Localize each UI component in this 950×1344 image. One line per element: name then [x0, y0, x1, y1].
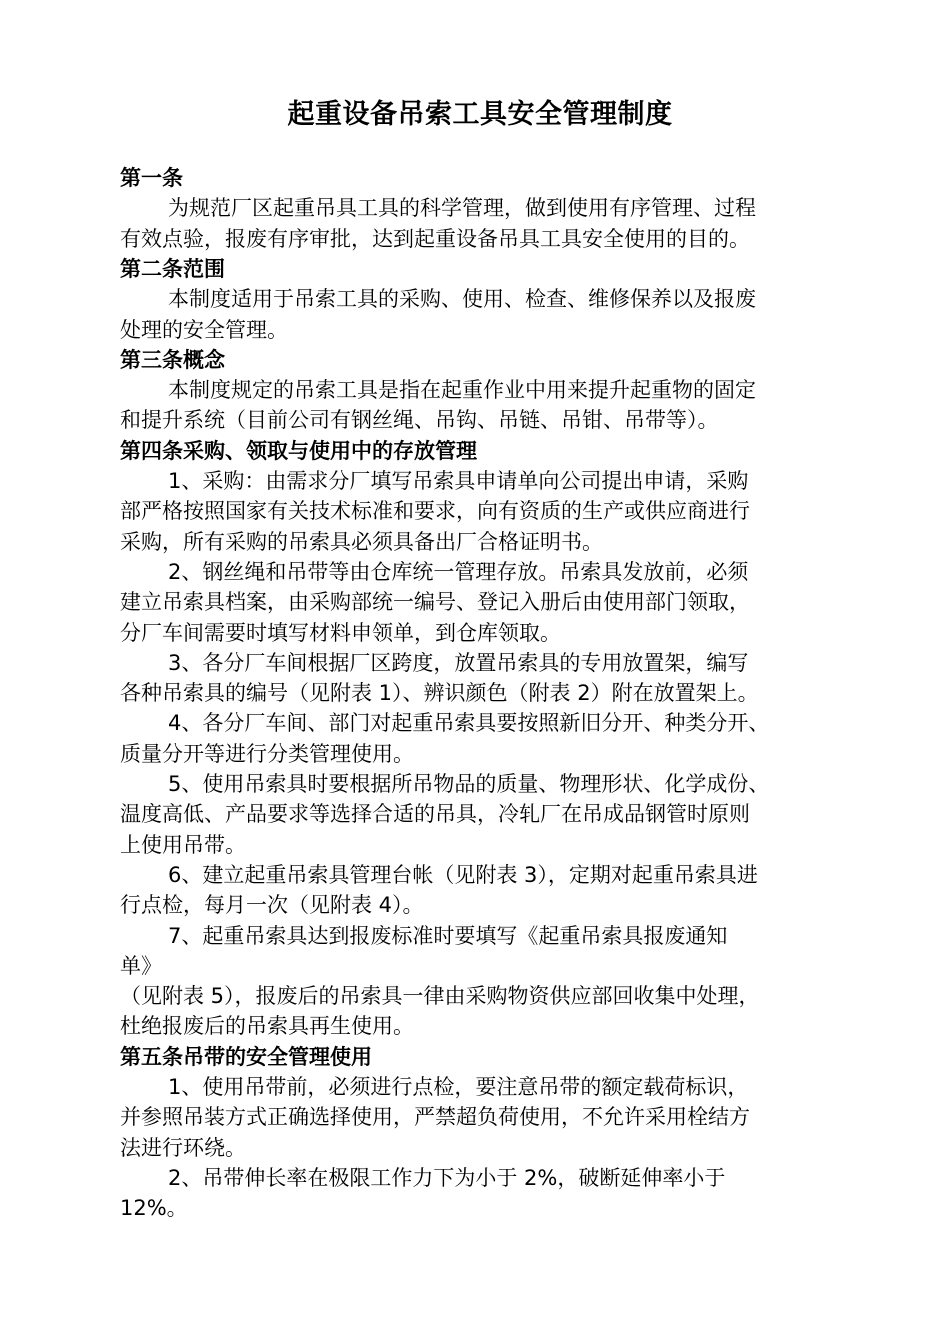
paragraph-line: 为规范厂区起重吊具工具的科学管理，做到使用有序管理、过程: [168, 196, 756, 221]
paragraph-line: 3、各分厂车间根据厂区跨度，放置吊索具的专用放置架，编写: [168, 650, 749, 675]
paragraph-line: 部严格按照国家有关技术标准和要求，向有资质的生产或供应商进行: [120, 499, 750, 524]
paragraph-line: 和提升系统（目前公司有钢丝绳、吊钩、吊链、吊钳、吊带等）。: [120, 408, 719, 433]
paragraph-line: 有效点验，报废有序审批，达到起重设备吊具工具安全使用的目的。: [120, 226, 750, 251]
paragraph-line: 6、建立起重吊索具管理台帐（见附表 3），定期对起重吊索具进: [168, 862, 758, 887]
paragraph-line: 法进行环绕。: [120, 1135, 246, 1160]
paragraph-line: 处理的安全管理。: [120, 317, 288, 342]
paragraph-line: 2、钢丝绳和吊带等由仓库统一管理存放。吊索具发放前，必须: [168, 559, 749, 584]
paragraph-line: 温度高低、产品要求等选择合适的吊具，冷轧厂在吊成品钢管时原则: [120, 802, 750, 827]
paragraph-line: 本制度规定的吊索工具是指在起重作业中用来提升起重物的固定: [168, 378, 756, 403]
paragraph-line: 行点检，每月一次（见附表 4）。: [120, 893, 424, 918]
paragraph-line: 各种吊索具的编号（见附表 1）、辨识颜色（附表 2）附在放置架上。: [120, 681, 759, 706]
paragraph-line: 并参照吊装方式正确选择使用，严禁超负荷使用，不允许采用栓结方: [120, 1105, 750, 1130]
section-heading: 第二条范围: [120, 256, 225, 281]
section-heading: 第四条采购、领取与使用中的存放管理: [120, 438, 477, 463]
paragraph-line: 上使用吊带。: [120, 832, 246, 857]
paragraph-line: 本制度适用于吊索工具的采购、使用、检查、维修保养以及报废: [168, 287, 756, 312]
paragraph-line: 1、采购：由需求分厂填写吊索具申请单向公司提出申请，采购: [168, 469, 749, 493]
section-heading: 第一条: [120, 166, 183, 190]
paragraph-line: 7、起重吊索具达到报废标准时要填写《起重吊索具报废通知: [168, 923, 728, 948]
paragraph-line: 4、各分厂车间、部门对起重吊索具要按照新旧分开、种类分开、: [168, 711, 770, 736]
section-heading: 第三条概念: [120, 347, 225, 372]
paragraph-line: 12%。: [120, 1196, 188, 1221]
paragraph-line: 分厂车间需要时填写材料申领单，到仓库领取。: [120, 620, 561, 645]
paragraph-line: 采购，所有采购的吊索具必须具备出厂合格证明书。: [120, 529, 603, 554]
paragraph-line: 单》: [120, 953, 162, 978]
paragraph-line: 5、使用吊索具时要根据所吊物品的质量、物理形状、化学成份、: [168, 772, 770, 796]
section-heading: 第五条吊带的安全管理使用: [120, 1044, 372, 1069]
paragraph-line: （见附表 5），报废后的吊索具一律由采购物资供应部回收集中处理，: [120, 984, 760, 1009]
document-title: 起重设备吊索工具安全管理制度: [287, 99, 673, 130]
paragraph-line: 1、使用吊带前，必须进行点检，要注意吊带的额定载荷标识，: [168, 1075, 749, 1099]
paragraph-line: 质量分开等进行分类管理使用。: [120, 741, 414, 766]
paragraph-line: 建立吊索具档案，由采购部统一编号、登记入册后由使用部门领取，: [120, 590, 750, 615]
paragraph-line: 杜绝报废后的吊索具再生使用。: [120, 1014, 414, 1039]
paragraph-line: 2、吊带伸长率在极限工作力下为小于 2%，破断延伸率小于: [168, 1165, 726, 1190]
